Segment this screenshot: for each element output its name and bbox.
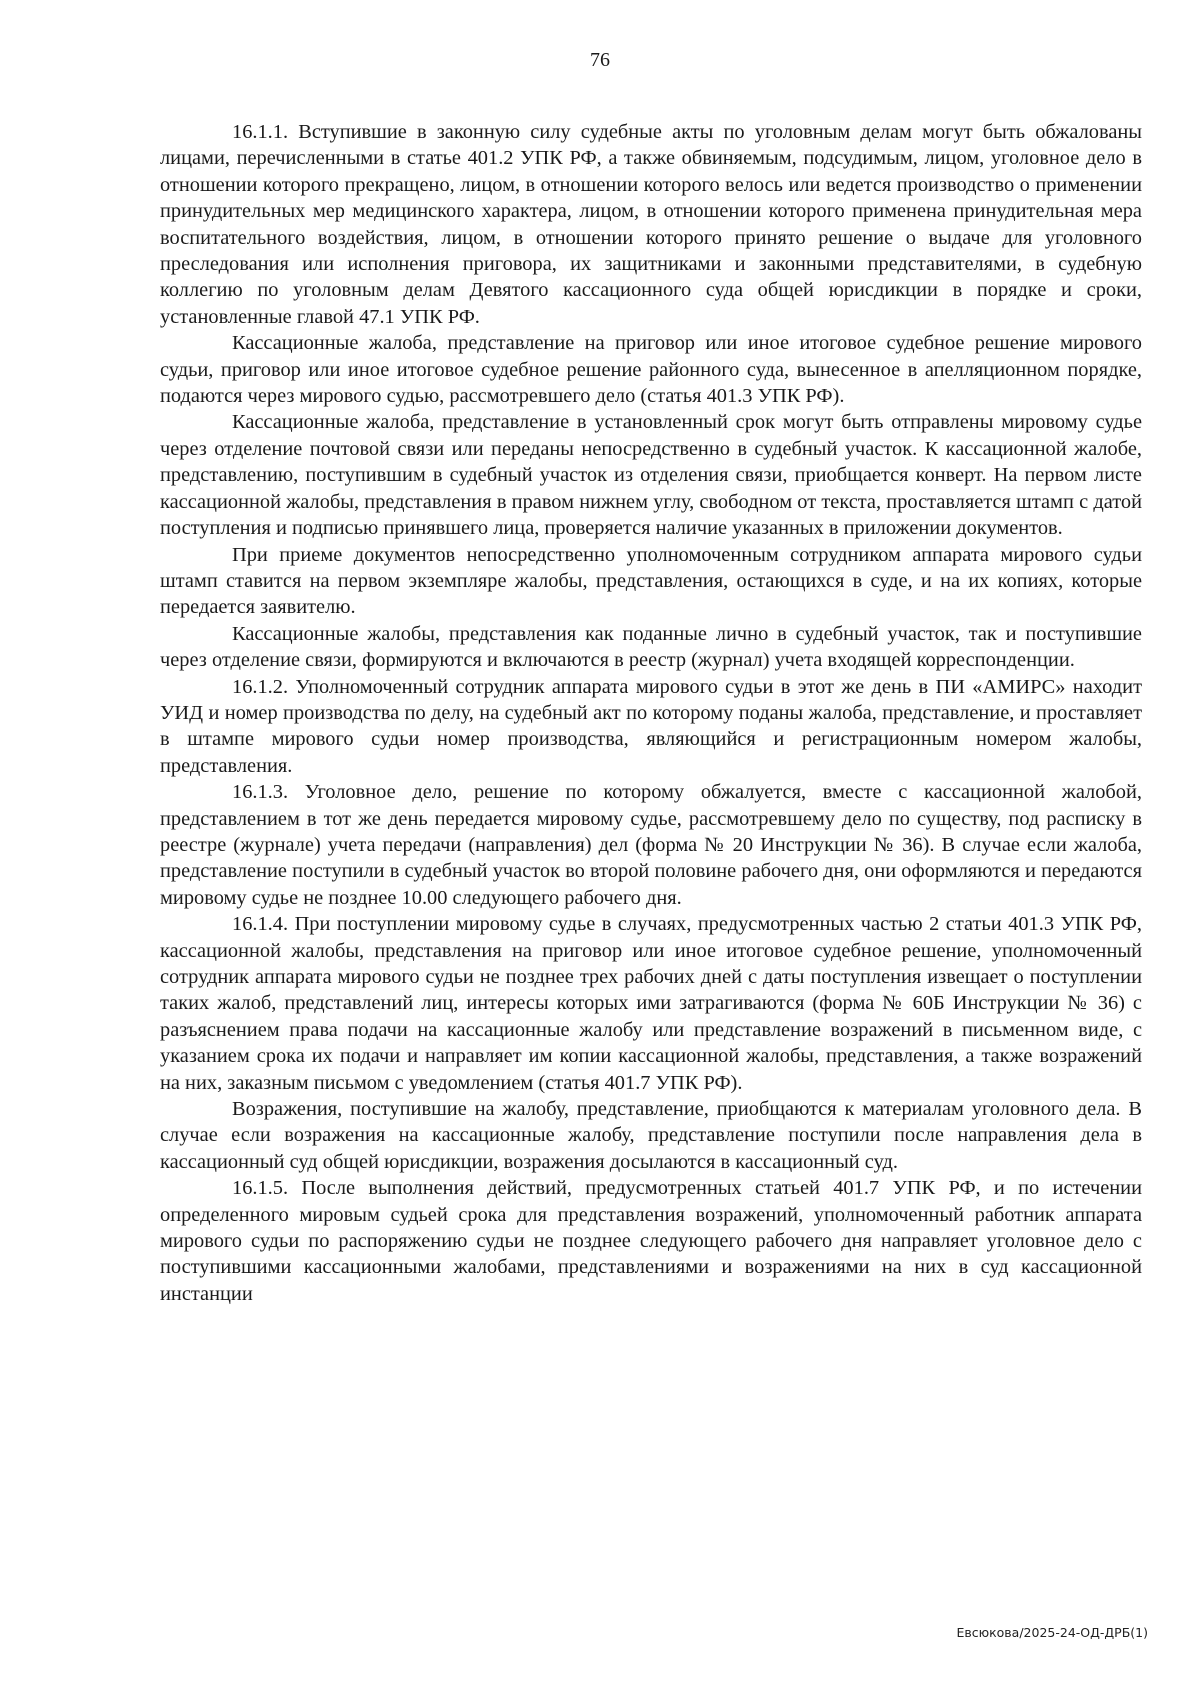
document-body bbox=[160, 119, 1142, 1307]
paragraph-16-1-2: 16.1.2. Уполномоченный сотрудник аппарата мирового судьи в этот же день в ПИ «АМИРС» находит УИД и номер производства по делу, на судебный акт по которому поданы жалоба, представление, и проставляет в штампе мирового судьи номер производства, являющийся и регистрационным номером жалобы, представления. bbox=[160, 675, 1142, 777]
paragraph-cassation-sending: Кассационные жалоба, представление в установленный срок могут быть отправлены мировому судье через отделение почтовой связи или переданы непосредственно в судебный участок. К кассационной жалобе, представлению, поступившим в судебный участок из отделения связи, приобщается конверт. На первом листе кассационной жалобы, представления в правом нижнем углу, свободном от текста, проставляется штамп с датой поступления и подписью принявшего лица, проверяется наличие указанных в приложении документов. bbox=[160, 411, 1142, 540]
paragraph-16-1-3: 16.1.3. Уголовное дело, решение по которому обжалуется, вместе с кассационной жалобой, представлением в тот же день передается мировому судье, рассмотревшему дело по существу, под расписку в реестре (журнале) учета передачи (направления) дел (форма № 20 Инструкции № 36). В случае если жалоба, представление поступили в судебный участок во второй половине рабочего дня, они оформляются и передаются мировому судье не позднее 10.00 следующего рабочего дня. bbox=[160, 781, 1142, 909]
paragraph-16-1-1: 16.1.1. Вступившие в законную силу судебные акты по уголовным делам могут быть обжалованы лицами, перечисленными в статье 401.2 УПК РФ, а также обвиняемым, подсудимым, лицом, уголовное дело в отношении которого прекращено, лицом, в отношении которого велось или ведется производство о применении принудительных мер медицинского характера, лицом, в отношении которого применена принудительная мера воспитательного воздействия, лицом, в отношении которого принято решение о выдаче для уголовного преследования или исполнения приговора, их защитниками и законными представителями, в судебную коллегию по уголовным делам Девятого кассационного суда общей юрисдикции в порядке и сроки, установленные главой 47.1 УПК РФ. bbox=[160, 121, 1142, 328]
paragraph-16-1-5: 16.1.5. После выполнения действий, предусмотренных статьей 401.7 УПК РФ, и по истечении определенного мировым судьей срока для представления возражений, уполномоченный работник аппарата мирового судьи по распоряжению судьи не позднее следующего рабочего дня направляет уголовное дело с поступившими кассационными жалобами, представлениями и возражениями на них в суд кассационной инстанции bbox=[160, 1177, 1142, 1305]
paragraph-cassation-filing: Кассационные жалоба, представление на приговор или иное итоговое судебное решение мирового судьи, приговор или иное итоговое судебное решение районного суда, вынесенное в апелляционном порядке, подаются через мирового судью, рассмотревшего дело (статья 401.3 УПК РФ). bbox=[160, 332, 1142, 408]
paragraph-16-1-4: 16.1.4. При поступлении мировому судье в случаях, предусмотренных частью 2 статьи 401.3 УПК РФ, кассационной жалобы, представления на приговор или иное итоговое судебное решение, уполномоченный сотрудник аппарата мирового судьи не позднее трех рабочих дней с даты поступления извещает о поступлении таких жалоб, представлений лиц, интересы которых ими затрагиваются (форма № 60Б Инструкции № 36) с разъяснением права подачи на кассационные жалобу или представление возражений в письменном виде, с указанием срока их подачи и направляет им копии кассационной жалобы, представления, а также возражений на них, заказным письмом с уведомлением (статья 401.7 УПК РФ). bbox=[160, 913, 1142, 1094]
paragraph-registry: Кассационные жалобы, представления как поданные лично в судебный участок, так и поступившие через отделение связи, формируются и включаются в реестр (журнал) учета входящей корреспонденции. bbox=[160, 622, 1142, 672]
paragraph-objections: Возражения, поступившие на жалобу, представление, приобщаются к материалам уголовного дела. В случае если возражения на кассационные жалобу, представление поступили после направления дела в кассационный суд общей юрисдикции, возражения досылаются в кассационный суд. bbox=[160, 1098, 1142, 1173]
footer-document-reference: Евсюкова/2025-24-ОД-ДРБ(1) bbox=[956, 1625, 1148, 1640]
page-number: 76 bbox=[590, 49, 610, 71]
paragraph-document-reception: При приеме документов непосредственно уполномоченным сотрудником аппарата мирового судьи штамп ставится на первом экземпляре жалобы, представления, остающихся в суде, и на их копиях, которые передается заявителю. bbox=[160, 543, 1142, 619]
